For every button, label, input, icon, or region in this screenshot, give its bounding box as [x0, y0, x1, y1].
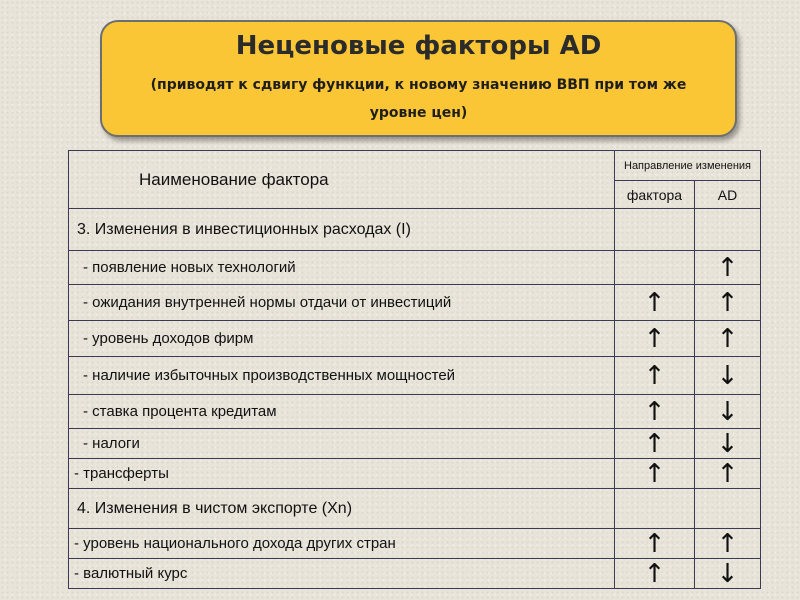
factor-direction-arrow	[615, 209, 695, 251]
factors-table	[68, 150, 761, 589]
factor-direction-arrow: ↑	[615, 395, 695, 429]
factor-label: - появление новых технологий	[69, 251, 615, 285]
table-row	[69, 429, 761, 459]
ad-direction-arrow: ↓	[695, 357, 761, 395]
factor-label: - налоги	[69, 429, 615, 459]
ad-direction-arrow: ↑	[695, 459, 761, 489]
table-row	[69, 395, 761, 429]
factor-label: - трансферты	[69, 459, 615, 489]
table-row	[69, 321, 761, 357]
factor-direction-arrow: ↑	[615, 321, 695, 357]
ad-direction-arrow: ↓	[695, 559, 761, 589]
ad-direction-arrow: ↑	[695, 251, 761, 285]
table-row	[69, 559, 761, 589]
factor-label: - уровень национального дохода других стран	[69, 529, 615, 559]
factor-label: - ставка процента кредитам	[69, 395, 615, 429]
header-direction: Направление изменения	[615, 151, 761, 181]
header-factor-name: Наименование фактора	[69, 151, 615, 209]
header-ad-column: AD	[695, 181, 761, 209]
factor-direction-arrow: ↑	[615, 285, 695, 321]
factor-label: - наличие избыточных производственных мощностей	[69, 357, 615, 395]
section-label: 3. Изменения в инвестиционных расходах (I)	[69, 209, 615, 251]
factor-direction-arrow	[615, 251, 695, 285]
factor-direction-arrow	[615, 489, 695, 529]
page-title: Неценовые факторы AD	[235, 31, 602, 61]
factor-direction-arrow: ↑	[615, 559, 695, 589]
ad-direction-arrow: ↑	[695, 321, 761, 357]
section-label: 4. Изменения в чистом экспорте (Xn)	[69, 489, 615, 529]
ad-direction-arrow: ↓	[695, 395, 761, 429]
factor-direction-arrow: ↑	[615, 357, 695, 395]
factor-label: - ожидания внутренней нормы отдачи от инвестиций	[69, 285, 615, 321]
table-row	[69, 459, 761, 489]
factor-label: - уровень доходов фирм	[69, 321, 615, 357]
table-row	[69, 285, 761, 321]
ad-direction-arrow: ↑	[695, 529, 761, 559]
page-subtitle: (приводят к сдвигу функции, к новому значению ВВП при том же уровне цен)	[150, 77, 687, 121]
table-row	[69, 489, 761, 529]
ad-direction-arrow: ↑	[695, 285, 761, 321]
table-row	[69, 529, 761, 559]
factor-direction-arrow: ↑	[615, 529, 695, 559]
header-factor-column: фактора	[615, 181, 695, 209]
factor-label: - валютный курс	[69, 559, 615, 589]
ad-direction-arrow	[695, 489, 761, 529]
table-row	[69, 357, 761, 395]
factor-direction-arrow: ↑	[615, 429, 695, 459]
ad-direction-arrow: ↓	[695, 429, 761, 459]
ad-direction-arrow	[695, 209, 761, 251]
table-row	[69, 209, 761, 251]
title-box	[100, 20, 737, 137]
table-row	[69, 251, 761, 285]
factor-direction-arrow: ↑	[615, 459, 695, 489]
